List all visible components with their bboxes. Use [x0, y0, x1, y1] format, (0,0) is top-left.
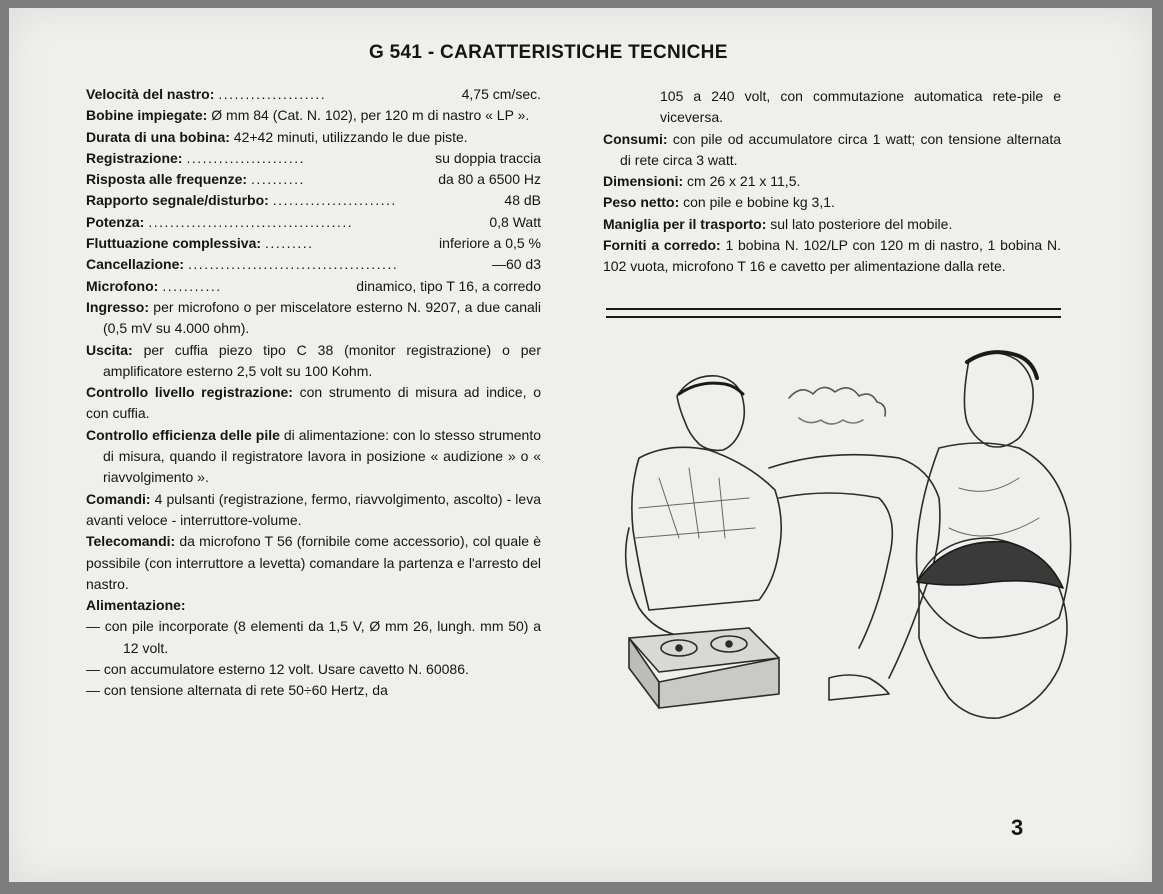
spec-value: 4,75 cm/sec.: [461, 86, 541, 102]
spec-rapporto: [86, 190, 541, 211]
spec-bobine: [86, 105, 541, 126]
spec-value: —60 d3: [491, 256, 541, 273]
spec-microfono: [86, 276, 541, 297]
illustration-figures-with-tape-recorder: [599, 338, 1074, 758]
spec-text: da microfono T 56 (fornibile come accessorio), col quale è possibile (con interruttore a levetta) comandare la partenza e l'arresto del nastro.: [86, 533, 541, 592]
spec-label: Registrazione:: [86, 149, 183, 166]
spec-text: per microfono o per miscelatore esterno N. 9207, a due canali (0,5 mV su 4.000 ohm).: [103, 298, 541, 337]
left-column: [86, 84, 541, 702]
leader-dots: ......................................: [148, 213, 354, 230]
spec-label: Fluttuazione complessiva:: [86, 235, 262, 252]
spec-text: cm 26 x 21 x 11,5.: [683, 173, 801, 190]
spec-value: inferiore a 0,5 %: [439, 235, 541, 252]
spec-controllo-pile: [86, 425, 541, 489]
spec-label: Cancellazione:: [86, 256, 185, 273]
spec-text: di alimentazione: con lo stesso strumento di misura, quando il registratore lavora in posizione « audizione » o « riavvolgimento ».: [103, 426, 541, 486]
brochure-page: [9, 8, 1152, 882]
spec-label: Rapporto segnale/disturbo:: [86, 192, 269, 209]
spec-label: Dimensioni:: [603, 173, 684, 190]
spec-uscita: [86, 340, 541, 383]
spec-label: Peso netto:: [603, 194, 680, 211]
spec-controllo-livello: [86, 382, 541, 425]
spec-label: Alimentazione:: [86, 597, 186, 614]
spec-label: Bobine impiegate:: [86, 107, 208, 124]
leader-dots: ....................: [218, 86, 327, 102]
spec-comandi: [86, 489, 541, 532]
spec-text: 42+42 minuti, utilizzando le due piste.: [229, 128, 468, 145]
spec-potenza: [86, 212, 541, 233]
spec-alimentazione: [86, 595, 541, 616]
power-continuation: 105 a 240 volt, con commutazione automatica rete-pile e viceversa.: [660, 88, 1061, 126]
spec-label: Microfono:: [86, 277, 159, 294]
leader-dots: ......................: [186, 149, 306, 166]
spec-velocita: [86, 84, 541, 105]
spec-label: Comandi:: [86, 490, 151, 507]
spec-value: 48 dB: [504, 192, 541, 209]
spec-label: Uscita:: [86, 341, 133, 358]
spec-forniti: [603, 235, 1061, 278]
power-item-accumulator: — con accumulatore esterno 12 volt. Usare cavetto N. 60086.: [86, 661, 469, 678]
spec-label: Ingresso:: [86, 298, 150, 315]
spec-label: Forniti a corredo:: [603, 237, 721, 254]
spec-telecomandi: [86, 531, 541, 595]
power-item-batteries: — con pile incorporate (8 elementi da 1,5 V, Ø mm 26, lungh. mm 50) a 12 volt.: [86, 618, 541, 656]
spec-peso: [603, 192, 1061, 213]
spec-label: Durata di una bobina:: [86, 128, 230, 145]
spec-text: 4 pulsanti (registrazione, fermo, riavvolgimento, ascolto) - leva avanti veloce - interruttore-volume.: [86, 490, 541, 528]
spec-text: Ø mm 84 (Cat. N. 102), per 120 m di nastro « LP ».: [207, 107, 530, 124]
spec-registrazione: [86, 148, 541, 169]
spec-value: su doppia traccia: [435, 149, 541, 166]
spec-text: sul lato posteriore del mobile.: [766, 215, 953, 232]
spec-label: Consumi:: [603, 130, 668, 147]
spec-consumi: [603, 129, 1061, 172]
spec-text: con pile od accumulatore circa 1 watt; con tensione alternata di rete circa 3 watt.: [620, 130, 1061, 168]
spec-ingresso: [86, 297, 541, 340]
spec-label: Risposta alle frequenze:: [86, 171, 248, 188]
leader-dots: ..........: [251, 171, 305, 188]
leader-dots: .........: [265, 235, 314, 252]
spec-dimensioni: [603, 171, 1061, 192]
page-number: 3: [1011, 815, 1024, 840]
divider-rule: [606, 308, 1061, 310]
spec-value: da 80 a 6500 Hz: [438, 171, 541, 188]
power-item-mains: — con tensione alternata di rete 50÷60 Hertz, da: [86, 682, 388, 699]
spec-text: per cuffia piezo tipo C 38 (monitor registrazione) o per amplificatore esterno 2,5 volt su 100 Kohm.: [103, 341, 541, 379]
page-title: G 541 - CARATTERISTICHE TECNICHE: [369, 42, 728, 63]
spec-text: con pile e bobine kg 3,1.: [679, 194, 835, 211]
spec-text: con strumento di misura ad indice, o con cuffia.: [86, 384, 541, 422]
spec-label: Velocità del nastro:: [86, 86, 215, 102]
leader-dots: .......................................: [188, 256, 399, 273]
spec-label: Controllo efficienza delle pile: [86, 426, 280, 443]
leader-dots: .......................: [272, 192, 397, 209]
spec-label: Maniglia per il trasporto:: [603, 215, 767, 232]
spec-text: 1 bobina N. 102/LP con 120 m di nastro, 1 bobina N. 102 vuota, microfono T 16 e cavetto per alimentazione dalla rete.: [603, 237, 1061, 275]
leader-dots: ...........: [162, 277, 222, 294]
divider-rule: [606, 316, 1061, 318]
spec-cancellazione: [86, 254, 541, 275]
spec-maniglia: [603, 214, 1061, 235]
spec-durata: [86, 127, 541, 148]
spec-label: Controllo livello registrazione:: [86, 384, 293, 401]
right-column: [603, 86, 1061, 278]
spec-risposta: [86, 169, 541, 190]
spec-value: 0,8 Watt: [489, 213, 541, 230]
spec-value: dinamico, tipo T 16, a corredo: [356, 277, 541, 294]
spec-label: Potenza:: [86, 213, 145, 230]
spec-label: Telecomandi:: [86, 533, 176, 550]
spec-fluttuazione: [86, 233, 541, 254]
